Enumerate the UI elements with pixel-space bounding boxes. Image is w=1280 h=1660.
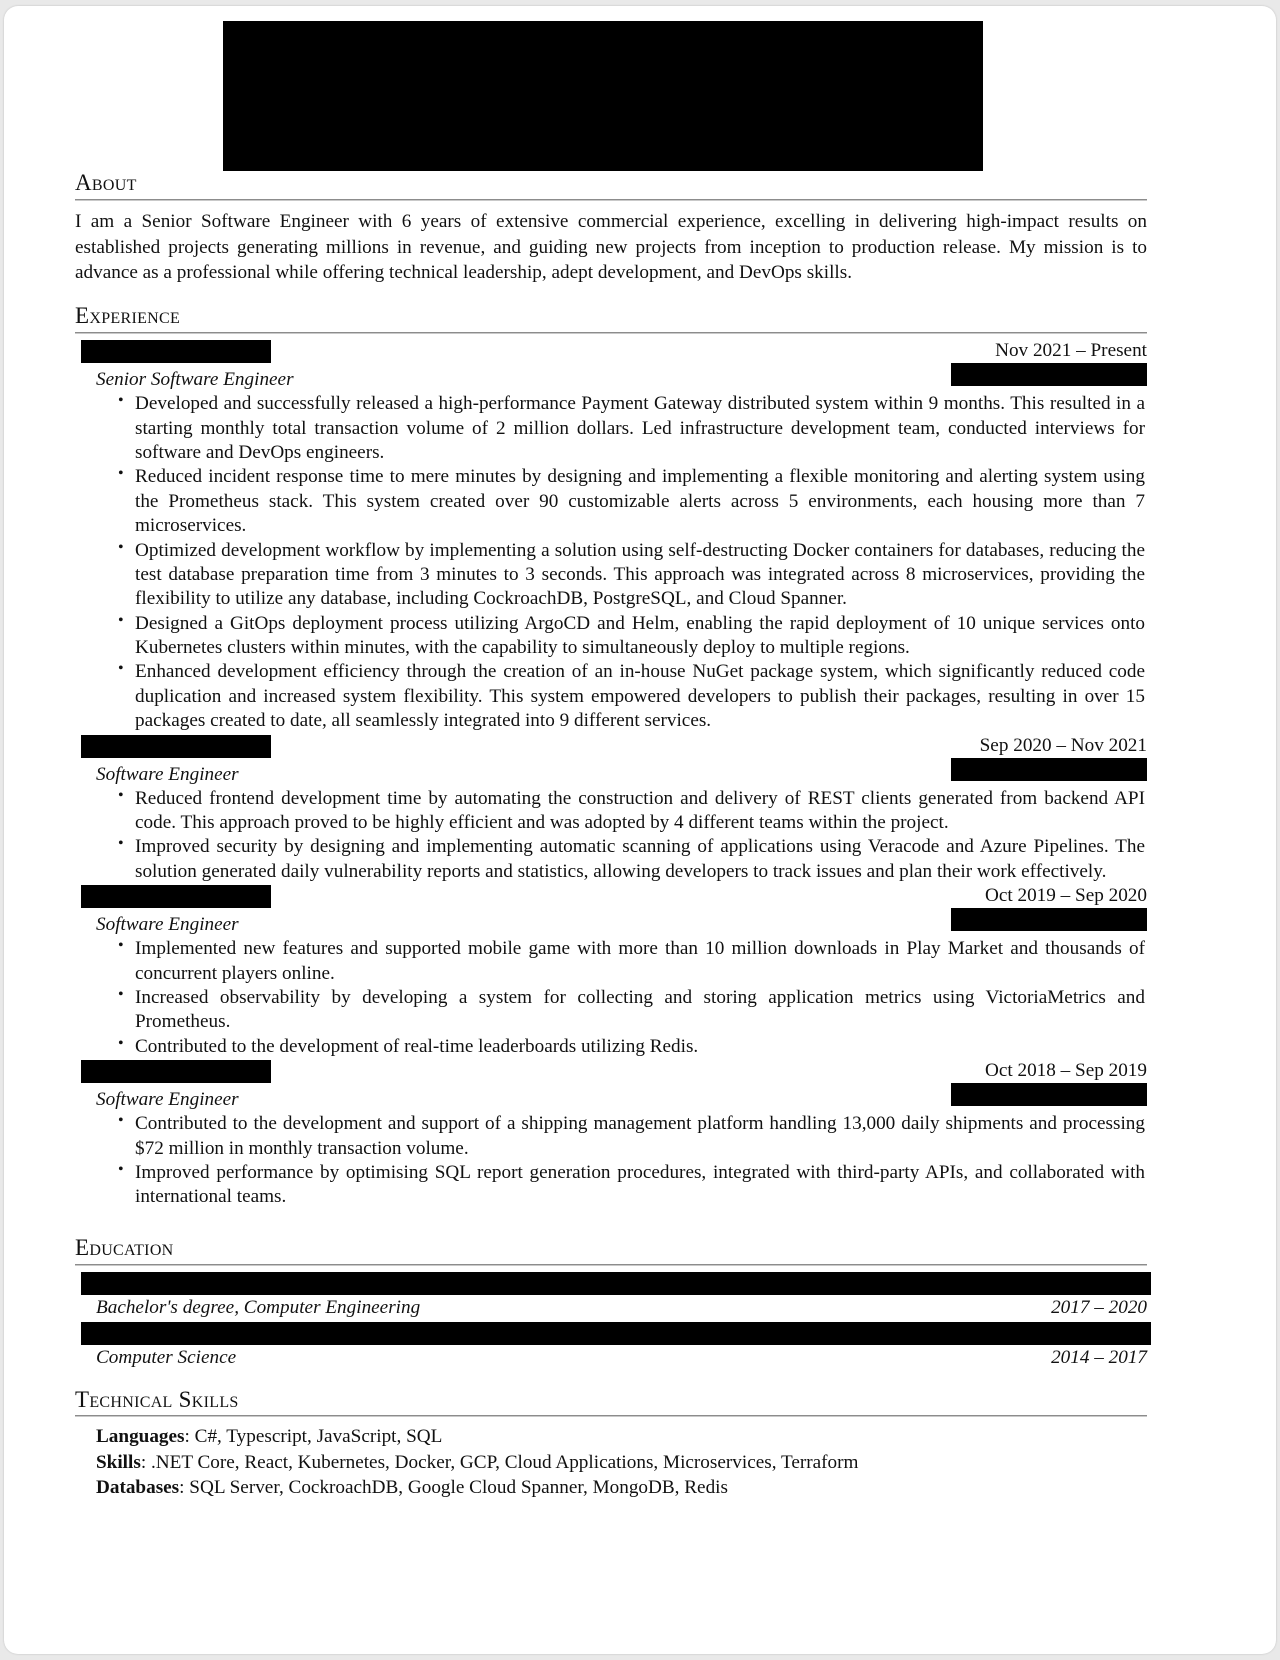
skill-value: SQL Server, CockroachDB, Google Cloud Spanner, MongoDB, Redis (189, 1477, 728, 1499)
experience-dates: Oct 2019 – Sep 2020 (984, 885, 1147, 907)
institution-name-redaction (81, 1322, 1151, 1345)
section-about (75, 171, 1147, 286)
experience-entry (75, 735, 1147, 885)
section-experience (75, 304, 1147, 1209)
skill-separator: : (184, 1426, 190, 1448)
experience-bullet: • Contributed to the development of real-time leaderboards utilizing Redis. (135, 1035, 1147, 1059)
skill-label: Skills (96, 1451, 141, 1473)
experience-bullet-list (75, 787, 1147, 885)
experience-bullet: • Optimized development workflow by implementing a solution using self-destructing Docker containers for databases, reducing the test database preparation time from 3 minutes to 3 seconds. This approach was integrated across 8 microservices, providing the flexibility to utilize any database, including CockroachDB, PostgreSQL, and Cloud Spanner. (135, 539, 1147, 612)
skill-row (96, 1424, 1147, 1450)
experience-entry (75, 340, 1147, 733)
experience-bullet: • Reduced frontend development time by automating the construction and delivery of REST clients generated from backend API code. This approach proved to be highly efficient and was adopted by 4 different teams within the project. (135, 787, 1147, 836)
experience-bullet-list (75, 392, 1147, 733)
section-title-experience: Experience (75, 303, 181, 329)
education-degree: Bachelor's degree, Computer Engineering (96, 1296, 421, 1318)
education-entry-line (96, 1346, 1147, 1370)
section-education (75, 1236, 1147, 1370)
skill-label: Languages (96, 1426, 185, 1448)
experience-bullet: • Increased observability by developing a system for collecting and storing application metrics using VictoriaMetrics and Prometheus. (135, 986, 1147, 1035)
job-title: Senior Software Engineer (96, 369, 294, 391)
about-paragraph: I am a Senior Software Engineer with 6 years of extensive commercial experience, excelling in delivering high-impact results on established projects generating millions in revenue, and guiding new projects from inception to production release. My mission is to advance as a professional while offering technical leadership, adept development, and DevOps skills. (75, 210, 1147, 284)
resume-page (4, 6, 1276, 1654)
section-title-education: Education (75, 1234, 174, 1260)
company-name-redaction (81, 340, 271, 363)
experience-bullet: • Improved performance by optimising SQL report generation procedures, integrated with third-party APIs, and collaborated with international teams. (135, 1161, 1147, 1210)
section-technical-skills (75, 1388, 1147, 1501)
experience-dates: Sep 2020 – Nov 2021 (979, 734, 1147, 756)
experience-bullet: • Implemented new features and supported mobile game with more than 10 million downloads in Play Market and thousands of concurrent players online. (135, 937, 1147, 986)
education-dates: 2017 – 2020 (1051, 1296, 1147, 1318)
education-dates: 2014 – 2017 (1051, 1346, 1147, 1368)
skill-separator: : (140, 1451, 147, 1473)
experience-bullet: • Enhanced development efficiency through the creation of an in-house NuGet package system, which significantly reduced code duplication and increased system flexibility. This system empowered developers to publish their packages, resulting in over 15 packages created to date, all seamlessly integrated into 9 different services. (135, 660, 1147, 733)
experience-bullet: • Designed a GitOps deployment process utilizing ArgoCD and Helm, enabling the rapid deployment of 10 unique services onto Kubernetes clusters within minutes, with the capability to simultaneously deploy to multiple regions. (135, 612, 1147, 661)
experience-dates: Nov 2021 – Present (995, 340, 1147, 362)
skill-value: .NET Core, React, Kubernetes, Docker, GCP, Cloud Applications, Microservices, Terraform (150, 1451, 859, 1473)
experience-bullet-list (75, 1112, 1147, 1210)
company-name-redaction (81, 885, 271, 908)
education-degree: Computer Science (96, 1346, 237, 1368)
experience-dates: Oct 2018 – Sep 2019 (984, 1060, 1147, 1082)
experience-bullet: • Reduced incident response time to mere minutes by designing and implementing a flexible monitoring and alerting system using the Prometheus stack. This system created over 90 customizable alerts across 5 environments, each housing more than 7 microservices. (135, 465, 1147, 538)
section-title-about: About (75, 170, 137, 195)
experience-entry (75, 885, 1147, 1059)
education-entry (75, 1272, 1147, 1320)
skills-list (96, 1424, 1147, 1501)
skill-separator: : (179, 1477, 185, 1499)
experience-bullet-list (75, 937, 1147, 1059)
job-title: Software Engineer (96, 1089, 239, 1111)
education-entry-line (96, 1296, 1147, 1320)
header-redaction-block (223, 21, 983, 171)
experience-bullet: • Developed and successfully released a high-performance Payment Gateway distributed system within 9 months. This resulted in a starting monthly total transaction volume of 2 million dollars. Led infrastructure development team, conducted interviews for software and DevOps engineers. (135, 392, 1147, 465)
experience-entry (75, 1060, 1147, 1210)
skill-row (96, 1475, 1147, 1501)
skill-row (96, 1450, 1147, 1476)
section-title-technical-skills: Technical Skills (75, 1386, 239, 1412)
skill-label: Databases (96, 1477, 180, 1499)
institution-name-redaction (81, 1272, 1151, 1295)
job-title: Software Engineer (96, 914, 239, 936)
section-divider-about (75, 199, 1147, 201)
company-name-redaction (81, 735, 271, 758)
experience-bullet: • Contributed to the development and support of a shipping management platform handling 13,000 daily shipments and processing $72 million in monthly transaction volume. (135, 1112, 1147, 1161)
section-divider-education (75, 1264, 1147, 1266)
education-entry (75, 1322, 1147, 1370)
section-divider-experience (75, 332, 1147, 334)
skill-value: C#, Typescript, JavaScript, SQL (194, 1426, 443, 1448)
job-title: Software Engineer (96, 763, 239, 785)
company-name-redaction (81, 1060, 271, 1083)
section-divider-technical-skills (75, 1415, 1147, 1417)
experience-bullet: • Improved security by designing and implementing automatic scanning of applications using Veracode and Azure Pipelines. The solution generated daily vulnerability reports and statistics, allowing developers to track issues and plan their work effectively. (135, 835, 1147, 884)
resume-content (75, 171, 1147, 1501)
